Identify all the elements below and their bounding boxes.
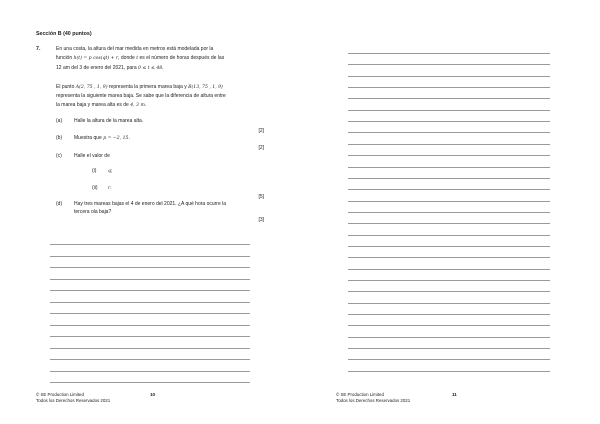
answer-line[interactable] bbox=[348, 223, 550, 224]
answer-line[interactable] bbox=[348, 132, 550, 133]
answer-line[interactable] bbox=[348, 337, 550, 338]
part-c-i-text: q; bbox=[108, 168, 113, 174]
intro-line-3: 12 am del 3 de enero del 2021, para 0 ≤ t ≤ 48. bbox=[56, 65, 164, 71]
answer-line[interactable] bbox=[50, 290, 250, 291]
answer-line[interactable] bbox=[348, 280, 550, 281]
page-number: 10 bbox=[150, 392, 156, 397]
part-d-line-1: Hay tres mareas bajas el 4 de enero del 2021. ¿A qué hora ocurre la bbox=[74, 201, 227, 207]
answer-line[interactable] bbox=[50, 348, 250, 349]
answer-line[interactable] bbox=[348, 201, 550, 202]
answer-line[interactable] bbox=[348, 291, 550, 292]
answer-line[interactable] bbox=[348, 303, 550, 304]
part-b-label: (b) bbox=[56, 135, 63, 141]
part-c-i-label: (i) bbox=[92, 168, 97, 174]
point-b: B(13, 75 , 1, 9) bbox=[188, 85, 223, 90]
right-page bbox=[300, 0, 600, 424]
part-c-ii-text: r. bbox=[108, 185, 112, 191]
answer-line[interactable] bbox=[348, 155, 550, 156]
answer-line[interactable] bbox=[348, 167, 550, 168]
answer-line[interactable] bbox=[348, 359, 550, 360]
answer-line[interactable] bbox=[50, 371, 250, 372]
answer-line[interactable] bbox=[348, 269, 550, 270]
intro-line-1: En una costa, la altura del mar medida en metros está modelada por la bbox=[56, 46, 214, 52]
answer-line[interactable] bbox=[348, 144, 550, 145]
variable-t: t bbox=[136, 56, 139, 61]
part-d-marks: [3] bbox=[258, 217, 264, 223]
part-c-label: (c) bbox=[56, 153, 62, 159]
points-line-2: representa la siguiente marea baja. Se sabe que la diferencia de altura entre bbox=[56, 93, 226, 99]
answer-line[interactable] bbox=[348, 178, 550, 179]
answer-line[interactable] bbox=[50, 336, 250, 337]
answer-line[interactable] bbox=[348, 235, 550, 236]
intro-line-2: función h(t) = p cos(qt) + r, donde t es el número de horas después de las bbox=[56, 55, 225, 61]
answer-line[interactable] bbox=[50, 267, 250, 268]
answer-line[interactable] bbox=[50, 359, 250, 360]
answer-line[interactable] bbox=[348, 325, 550, 326]
answer-line[interactable] bbox=[348, 98, 550, 99]
section-title: Sección B (40 puntos) bbox=[36, 31, 92, 37]
page-number: 11 bbox=[452, 392, 457, 397]
part-a-marks: [2] bbox=[258, 128, 264, 134]
footer-left bbox=[36, 392, 110, 404]
part-a-text: Halle la altura de la marea alta. bbox=[74, 118, 144, 124]
answer-line[interactable] bbox=[348, 76, 550, 77]
answer-line[interactable] bbox=[348, 246, 550, 247]
answer-line[interactable] bbox=[50, 313, 250, 314]
answer-line[interactable] bbox=[50, 244, 250, 245]
answer-line[interactable] bbox=[348, 257, 550, 258]
points-line-1: El punto A(2, 75 , 1, 9) representa la primera marea baja y B(13, 75 , 1, 9) bbox=[56, 84, 223, 90]
function-formula: h(t) = p cos(qt) + r bbox=[73, 56, 119, 61]
part-b-marks: [2] bbox=[258, 145, 264, 151]
part-c-text: Halle el valor de bbox=[74, 153, 110, 159]
answer-line[interactable] bbox=[50, 382, 250, 383]
domain-formula: 0 ≤ t ≤ 48 bbox=[138, 66, 163, 71]
answer-line[interactable] bbox=[348, 87, 550, 88]
footer-copyright: © SE Production Limited bbox=[36, 392, 84, 397]
answer-line[interactable] bbox=[348, 189, 550, 190]
answer-line[interactable] bbox=[348, 53, 550, 54]
answer-line[interactable] bbox=[348, 64, 550, 65]
footer-rights: Todos los Derechos Reservados 2021 bbox=[336, 398, 411, 403]
part-a-label: (a) bbox=[56, 118, 63, 124]
point-a: A(2, 75 , 1, 9) bbox=[75, 85, 108, 90]
answer-line[interactable] bbox=[348, 110, 550, 111]
answer-line[interactable] bbox=[50, 325, 250, 326]
answer-line[interactable] bbox=[50, 279, 250, 280]
part-c-ii-label: (ii) bbox=[92, 185, 98, 191]
question-number: 7. bbox=[36, 46, 41, 52]
part-d-label: (d) bbox=[56, 201, 63, 207]
points-line-3: la marea baja y marea alta es de 4, 3 m. bbox=[56, 102, 147, 108]
answer-line[interactable] bbox=[348, 212, 550, 213]
footer-copyright: © SE Production Limited bbox=[336, 392, 384, 397]
answer-line[interactable] bbox=[348, 121, 550, 122]
answer-line[interactable] bbox=[348, 371, 550, 372]
answer-line[interactable] bbox=[348, 348, 550, 349]
footer-rights: Todos los Derechos Reservados 2021 bbox=[36, 398, 111, 403]
part-b-text: Muestra que p = −2, 15. bbox=[74, 135, 130, 141]
part-d-line-2: tercera ola baja? bbox=[74, 209, 112, 215]
answer-line[interactable] bbox=[348, 314, 550, 315]
height-difference: 4, 3 m bbox=[130, 103, 145, 108]
footer-right bbox=[336, 392, 410, 404]
part-c-marks: [5] bbox=[258, 194, 264, 200]
answer-line[interactable] bbox=[50, 302, 250, 303]
answer-line[interactable] bbox=[50, 256, 250, 257]
part-b-formula: p = −2, 15 bbox=[103, 136, 129, 141]
